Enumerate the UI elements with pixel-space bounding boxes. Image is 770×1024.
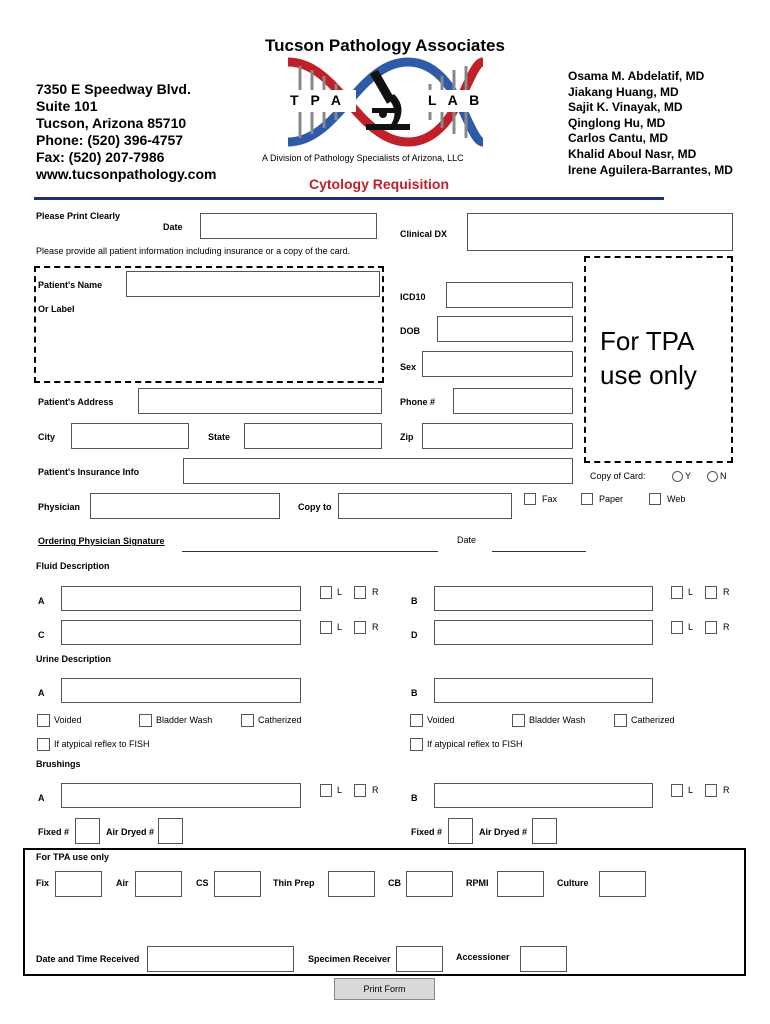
fluid-b-r-label: R <box>723 587 730 597</box>
urine-b-fish-checkbox[interactable] <box>410 738 423 751</box>
patient-address-label: Patient's Address <box>38 397 114 407</box>
brushings-b-l-label: L <box>688 785 694 795</box>
insurance-field[interactable] <box>183 458 573 484</box>
fluid-d-field[interactable] <box>434 620 653 645</box>
cb-field[interactable] <box>406 871 453 897</box>
zip-label: Zip <box>400 432 414 442</box>
address-line: 7350 E Speedway Blvd. <box>36 81 191 97</box>
urine-b-cath-label: Catherized <box>631 715 675 725</box>
signature-line[interactable] <box>182 551 438 552</box>
signature-label: Ordering Physician Signature <box>38 536 165 546</box>
urine-a-voided-label: Voided <box>54 715 82 725</box>
fluid-a-l-checkbox[interactable] <box>320 586 332 599</box>
brushings-b-fixed-field[interactable] <box>448 818 473 844</box>
urine-b-label: B <box>411 688 418 698</box>
dob-field[interactable] <box>437 316 573 342</box>
address-line: Suite 101 <box>36 98 98 114</box>
state-label: State <box>208 432 231 442</box>
physician-name: Sajit K. Vinayak, MD <box>568 100 683 115</box>
sex-label: Sex <box>400 362 417 372</box>
or-label-label: Or Label <box>38 304 75 314</box>
fluid-d-l-label: L <box>688 622 694 632</box>
brushings-b-air-field[interactable] <box>532 818 557 844</box>
fluid-c-l-checkbox[interactable] <box>320 621 332 634</box>
city-label: City <box>38 432 56 442</box>
dob-label: DOB <box>400 326 420 336</box>
fluid-c-field[interactable] <box>61 620 301 645</box>
address-line: Fax: (520) 207-7986 <box>36 149 165 165</box>
fluid-d-l-checkbox[interactable] <box>671 621 683 634</box>
paper-label: Paper <box>599 494 624 504</box>
cb-label: CB <box>388 878 401 888</box>
rpmi-field[interactable] <box>497 871 544 897</box>
phone-label: Phone # <box>400 397 436 407</box>
culture-label: Culture <box>557 878 589 888</box>
accessioner-label: Accessioner <box>456 952 510 962</box>
fluid-d-r-label: R <box>723 622 730 632</box>
brushings-b-r-checkbox[interactable] <box>705 784 717 797</box>
tpa-use-title: For TPA use only <box>36 852 110 862</box>
division-text: A Division of Pathology Specialists of Arizona, LLC <box>262 153 464 163</box>
fluid-b-label: B <box>411 596 418 606</box>
fluid-c-l-label: L <box>337 622 343 632</box>
air-field[interactable] <box>135 871 182 897</box>
urine-b-voided-checkbox[interactable] <box>410 714 423 727</box>
brushings-b-r-label: R <box>723 785 730 795</box>
state-field[interactable] <box>244 423 382 449</box>
header-divider <box>34 197 664 200</box>
brushings-a-l-checkbox[interactable] <box>320 784 332 797</box>
brushings-a-fixed-label: Fixed # <box>38 827 70 837</box>
sig-date-line[interactable] <box>492 551 586 552</box>
urine-a-bladder-label: Bladder Wash <box>156 715 213 725</box>
fluid-b-r-checkbox[interactable] <box>705 586 717 599</box>
print-clearly-label: Please Print Clearly <box>36 211 121 221</box>
brushings-a-fixed-field[interactable] <box>75 818 100 844</box>
lab-address <box>36 81 216 183</box>
physician-list <box>568 69 733 178</box>
brushings-b-l-checkbox[interactable] <box>671 784 683 797</box>
date-received-label: Date and Time Received <box>36 954 140 964</box>
logo-lab-text: L A B <box>428 92 484 108</box>
card-yes-label: Y <box>685 471 692 481</box>
address-line: www.tucsonpathology.com <box>36 166 217 182</box>
patient-name-label: Patient's Name <box>38 280 103 290</box>
culture-field[interactable] <box>599 871 646 897</box>
web-checkbox[interactable] <box>649 493 661 505</box>
physician-name: Khalid Aboul Nasr, MD <box>568 146 697 161</box>
fluid-c-label: C <box>38 630 45 640</box>
fix-field[interactable] <box>55 871 102 897</box>
cs-field[interactable] <box>214 871 261 897</box>
fax-label: Fax <box>542 494 558 504</box>
paper-checkbox[interactable] <box>581 493 593 505</box>
card-no-radio[interactable] <box>707 471 718 482</box>
web-label: Web <box>667 494 686 504</box>
copy-of-card-label: Copy of Card: <box>590 471 646 481</box>
address-line: Tucson, Arizona 85710 <box>36 115 187 131</box>
cs-label: CS <box>196 878 209 888</box>
brushings-title: Brushings <box>36 759 81 769</box>
city-field[interactable] <box>71 423 189 449</box>
instructions-text: Please provide all patient information including insurance or a copy of the card. <box>36 246 351 256</box>
logo-tpa-text: T P A <box>290 92 346 108</box>
fix-label: Fix <box>36 878 50 888</box>
brushings-a-label: A <box>38 793 45 803</box>
urine-a-cath-checkbox[interactable] <box>241 714 254 727</box>
fluid-d-label: D <box>411 630 418 640</box>
address-line: Phone: (520) 396-4757 <box>36 132 184 148</box>
form-title: Cytology Requisition <box>309 176 449 192</box>
urine-b-cath-checkbox[interactable] <box>614 714 627 727</box>
fluid-title: Fluid Description <box>36 561 110 571</box>
physician-name: Irene Aguilera-Barrantes, MD <box>568 162 733 177</box>
brushings-a-r-checkbox[interactable] <box>354 784 366 797</box>
physician-name: Qinglong Hu, MD <box>568 115 666 130</box>
urine-b-bladder-checkbox[interactable] <box>512 714 525 727</box>
fluid-b-field[interactable] <box>434 586 653 611</box>
urine-a-bladder-checkbox[interactable] <box>139 714 152 727</box>
urine-a-fish-checkbox[interactable] <box>37 738 50 751</box>
urine-b-fish-label: If atypical reflex to FISH <box>427 739 523 749</box>
fluid-a-r-checkbox[interactable] <box>354 586 366 599</box>
brushings-a-l-label: L <box>337 785 343 795</box>
physician-name: Carlos Cantu, MD <box>568 131 669 146</box>
sig-date-label: Date <box>457 535 477 545</box>
zip-field[interactable] <box>422 423 573 449</box>
brushings-b-field[interactable] <box>434 783 653 808</box>
rpmi-label: RPMI <box>466 878 489 888</box>
brushings-b-label: B <box>411 793 418 803</box>
air-label: Air <box>116 878 129 888</box>
fluid-b-l-label: L <box>688 587 694 597</box>
brushings-a-air-label: Air Dryed # <box>106 827 155 837</box>
copy-to-field[interactable] <box>338 493 512 519</box>
fax-checkbox[interactable] <box>524 493 536 505</box>
sex-field[interactable] <box>422 351 573 377</box>
fluid-c-r-checkbox[interactable] <box>354 621 366 634</box>
specimen-receiver-label: Specimen Receiver <box>308 954 391 964</box>
brushings-a-r-label: R <box>372 785 379 795</box>
clinical-dx-label: Clinical DX <box>400 229 448 239</box>
physician-field[interactable] <box>90 493 280 519</box>
fluid-d-r-checkbox[interactable] <box>705 621 717 634</box>
urine-b-field[interactable] <box>434 678 653 703</box>
brushings-a-field[interactable] <box>61 783 301 808</box>
card-no-label: N <box>720 471 727 481</box>
thin-prep-label: Thin Prep <box>273 878 315 888</box>
accessioner-field[interactable] <box>520 946 567 972</box>
urine-b-voided-label: Voided <box>427 715 455 725</box>
physician-name: Jiakang Huang, MD <box>568 84 679 99</box>
fluid-a-l-label: L <box>337 587 343 597</box>
print-form-button[interactable]: Print Form <box>334 978 435 1000</box>
specimen-receiver-field[interactable] <box>396 946 443 972</box>
phone-field[interactable] <box>453 388 573 414</box>
patient-name-field[interactable] <box>126 271 380 297</box>
copy-to-label: Copy to <box>298 502 332 512</box>
thin-prep-field[interactable] <box>328 871 375 897</box>
date-label: Date <box>163 222 183 232</box>
urine-a-voided-checkbox[interactable] <box>37 714 50 727</box>
fluid-a-r-label: R <box>372 587 379 597</box>
fluid-a-field[interactable] <box>61 586 301 611</box>
urine-a-cath-label: Catherized <box>258 715 302 725</box>
urine-b-bladder-label: Bladder Wash <box>529 715 586 725</box>
tpa-only-text: For TPA use only <box>600 326 697 390</box>
insurance-label: Patient's Insurance Info <box>38 467 140 477</box>
physician-label: Physician <box>38 502 81 512</box>
icd10-label: ICD10 <box>400 292 426 302</box>
patient-address-field[interactable] <box>138 388 382 414</box>
card-yes-radio[interactable] <box>672 471 683 482</box>
fluid-c-r-label: R <box>372 622 379 632</box>
fluid-b-l-checkbox[interactable] <box>671 586 683 599</box>
brushings-b-air-label: Air Dryed # <box>479 827 528 837</box>
urine-a-label: A <box>38 688 45 698</box>
physician-name: Osama M. Abdelatif, MD <box>568 69 705 83</box>
icd10-field[interactable] <box>446 282 573 308</box>
urine-title: Urine Description <box>36 654 112 664</box>
brushings-b-fixed-label: Fixed # <box>411 827 443 837</box>
clinical-dx-field[interactable] <box>467 213 733 251</box>
fluid-a-label: A <box>38 596 45 606</box>
brushings-a-air-field[interactable] <box>158 818 183 844</box>
org-name: Tucson Pathology Associates <box>265 36 505 55</box>
urine-a-field[interactable] <box>61 678 301 703</box>
date-field[interactable] <box>200 213 377 239</box>
urine-a-fish-label: If atypical reflex to FISH <box>54 739 150 749</box>
date-received-field[interactable] <box>147 946 294 972</box>
